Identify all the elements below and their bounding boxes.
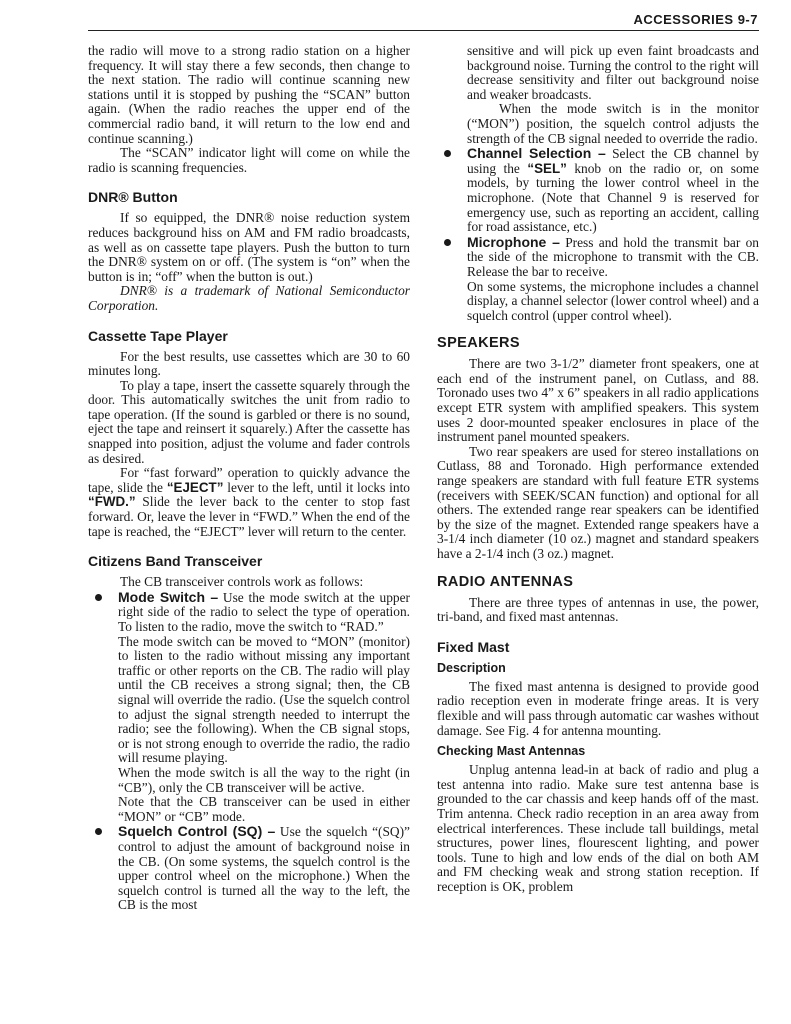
paragraph-microphone-display: On some systems, the microphone includes a channel display, a channel selector (lower control wheel) and a squelch control (upper control wheel). xyxy=(467,278,759,323)
microphone-text xyxy=(467,235,759,280)
channel-selection-body-a: Select the CB channel by using the xyxy=(467,146,759,176)
ff-text-c: Slide the lever back to the center to stop fast forward. Or, leave the lever in “FWD.” When the end of the tape is reached, the “EJECT” lever will return to the center. xyxy=(88,494,410,539)
paragraph-front-speakers: There are two 3-1/2” diameter front speakers, one at each end of the instrument panel, on Cutlass, and 88. Toronado uses two 4” x 6” speakers in all radio applications except ETR system with amplified speakers. This system uses 2 door-mounted speaker enclosures in place of the instrument panel mounted speakers. xyxy=(437,356,759,445)
heading-speakers: SPEAKERS xyxy=(437,335,520,352)
paragraph-squelch-monitor: When the mode switch is in the monitor (“MON”) position, the squelch control adjusts the strength of the CB signal needed to override the radio. xyxy=(467,101,759,146)
paragraph-checking-mast: Unplug antenna lead-in at back of radio and plug a test antenna into radio. Make sure test antenna base is grounded to the car chassis and keep hands off of the mast. Trim antenna. Check radio reception in an area away from electrical interferences. These include tall buildings, metal structures, power lines, flourescent lighting, and power tools. Tune to high and low ends of the dial on both AM and FM checking weak and strong station reception. If reception is OK, problem xyxy=(437,762,759,894)
paragraph-fixed-mast-description: The fixed mast antenna is designed to provide good radio reception even in moderate fringe areas. It is very flexible and will pass through automatic car washes without damage. See Fig. 4 for antenna mounting. xyxy=(437,678,759,738)
paragraph-cassette-length: For the best results, use cassettes which are 30 to 60 minutes long. xyxy=(88,348,410,379)
microphone-body: Press and hold the transmit bar on the side of the microphone to transmit with the CB. Release the bar to receive. xyxy=(467,234,759,279)
paragraph-cassette-play: To play a tape, insert the cassette squarely through the door. This automatically switches the unit from radio to tape operation. (If the sound is garbled or there is no sound, eject the tape and reinsert it squarely.) After the cassette has snapped into position, adjust the volume and fader controls as desired. xyxy=(88,377,410,466)
paragraph-fast-forward xyxy=(88,466,410,539)
paragraph-scan-continued: the radio will move to a strong radio station on a higher frequency. It will stay there a few seconds, then change to the next station. The radio will continue scanning new stations until it is stopped by pushing the “SCAN” button again. (When the radio reaches the upper end of the commercial radio band, it will return to the low end and continue scanning.) xyxy=(88,43,410,146)
heading-radio-antennas: RADIO ANTENNAS xyxy=(437,573,574,590)
bullet-dot xyxy=(444,150,451,157)
bullet-microphone xyxy=(437,235,759,280)
paragraph-mode-note: Note that the CB transceiver can be used in either “MON” or “CB” mode. xyxy=(118,794,410,824)
header-rule xyxy=(88,30,759,31)
heading-description: Description xyxy=(437,660,506,675)
paragraph-mode-monitor: The mode switch can be moved to “MON” (monitor) to listen to the radio without missing any important traffic or other reports on the CB. The radio will play until the CB receives a strong signal; then, the CB signal will override the radio. (Use the squelch control to adjust the signal strength needed to interrupt the radio; see the following). When the CB signal stops, or is not strong enough to override the radio, the radio will resume playing. xyxy=(118,633,410,766)
heading-citizens-band: Citizens Band Transceiver xyxy=(88,553,263,570)
heading-fixed-mast: Fixed Mast xyxy=(437,638,510,655)
paragraph-mode-cb: When the mode switch is all the way to the right (in “CB”), only the CB transceiver will be active. xyxy=(118,764,410,795)
left-column xyxy=(88,44,410,913)
paragraph-squelch-continued: sensitive and will pick up even faint broadcasts and background noise. Turning the control to the right will decrease sensitivity and filter out background noise and weaker broadcasts. xyxy=(467,43,759,102)
trademark-note: DNR® is a trademark of National Semiconductor Corporation. xyxy=(88,283,410,313)
fwd-label: “FWD.” xyxy=(88,494,136,510)
channel-selection-lead: Channel Selection – xyxy=(467,145,606,162)
bullet-dot xyxy=(95,594,102,601)
channel-selection-text xyxy=(467,146,759,235)
squelch-text xyxy=(118,824,410,913)
eject-label: “EJECT” xyxy=(166,479,224,495)
squelch-lead: Squelch Control (SQ) – xyxy=(118,823,276,840)
paragraph-cb-intro: The CB transceiver controls work as follows: xyxy=(120,574,364,590)
ff-text-a: For “fast forward” operation to quickly advance the tape, slide the xyxy=(88,465,410,495)
bullet-squelch-control xyxy=(88,824,410,913)
bullet-mode-switch xyxy=(88,590,410,635)
paragraph-dnr: If so equipped, the DNR® noise reduction system reduces background hiss on AM and FM radio broadcasts, as well as on cassette tape players. Push the button to turn the DNR® system on or off. (The system is “on” when the button is in; “off” when the button is out.) xyxy=(88,210,410,284)
heading-checking-mast-antennas: Checking Mast Antennas xyxy=(437,744,586,759)
paragraph-antenna-types: There are three types of antennas in use, the power, tri-band, and fixed mast antennas. xyxy=(437,594,759,625)
heading-cassette-tape-player: Cassette Tape Player xyxy=(88,327,228,344)
bullet-dot xyxy=(95,828,102,835)
running-head: ACCESSORIES 9-7 xyxy=(633,12,758,27)
right-column xyxy=(437,44,759,895)
mode-switch-body: Use the mode switch at the upper right side of the radio to select the type of operation. To listen to the radio, move the switch to “RAD.” xyxy=(118,589,410,634)
channel-selection-body-b: knob on the radio or, on some models, by turning the lower control wheel in the microphone. (Note that Channel 9 is reserved for emergency use, such as reporting an accident, calling for road assistance, etc.) xyxy=(467,160,759,235)
heading-dnr-button: DNR® Button xyxy=(88,189,178,206)
ff-text-b: lever to the left, until it locks into xyxy=(223,479,410,495)
mode-switch-text xyxy=(118,590,410,635)
paragraph-rear-speakers: Two rear speakers are used for stereo installations on Cutlass, 88 and Toronado. High performance extended range speakers are standard with full feature ETR systems (receivers with SEEK/SCAN function) and optional for all others. The extended range rear speakers can be identified by the size of the magnet. Extended range speakers have a 3-1/4 inch diameter (10 oz.) magnet and standard speakers have a 2-1/4 inch (3 oz.) magnet. xyxy=(437,443,759,561)
squelch-body: Use the squelch “(SQ)” control to adjust the amount of background noise in the CB. (On some systems, the squelch control is the upper control wheel on the microphone.) When the squelch control is turned all the way to the left, the CB is the most xyxy=(118,824,410,913)
sel-label: “SEL” xyxy=(527,160,567,176)
bullet-dot xyxy=(444,239,451,246)
bullet-channel-selection xyxy=(437,146,759,235)
microphone-lead: Microphone – xyxy=(467,233,560,250)
mode-switch-lead: Mode Switch – xyxy=(118,588,219,605)
paragraph-scan-indicator: The “SCAN” indicator light will come on while the radio is scanning frequencies. xyxy=(88,145,410,175)
